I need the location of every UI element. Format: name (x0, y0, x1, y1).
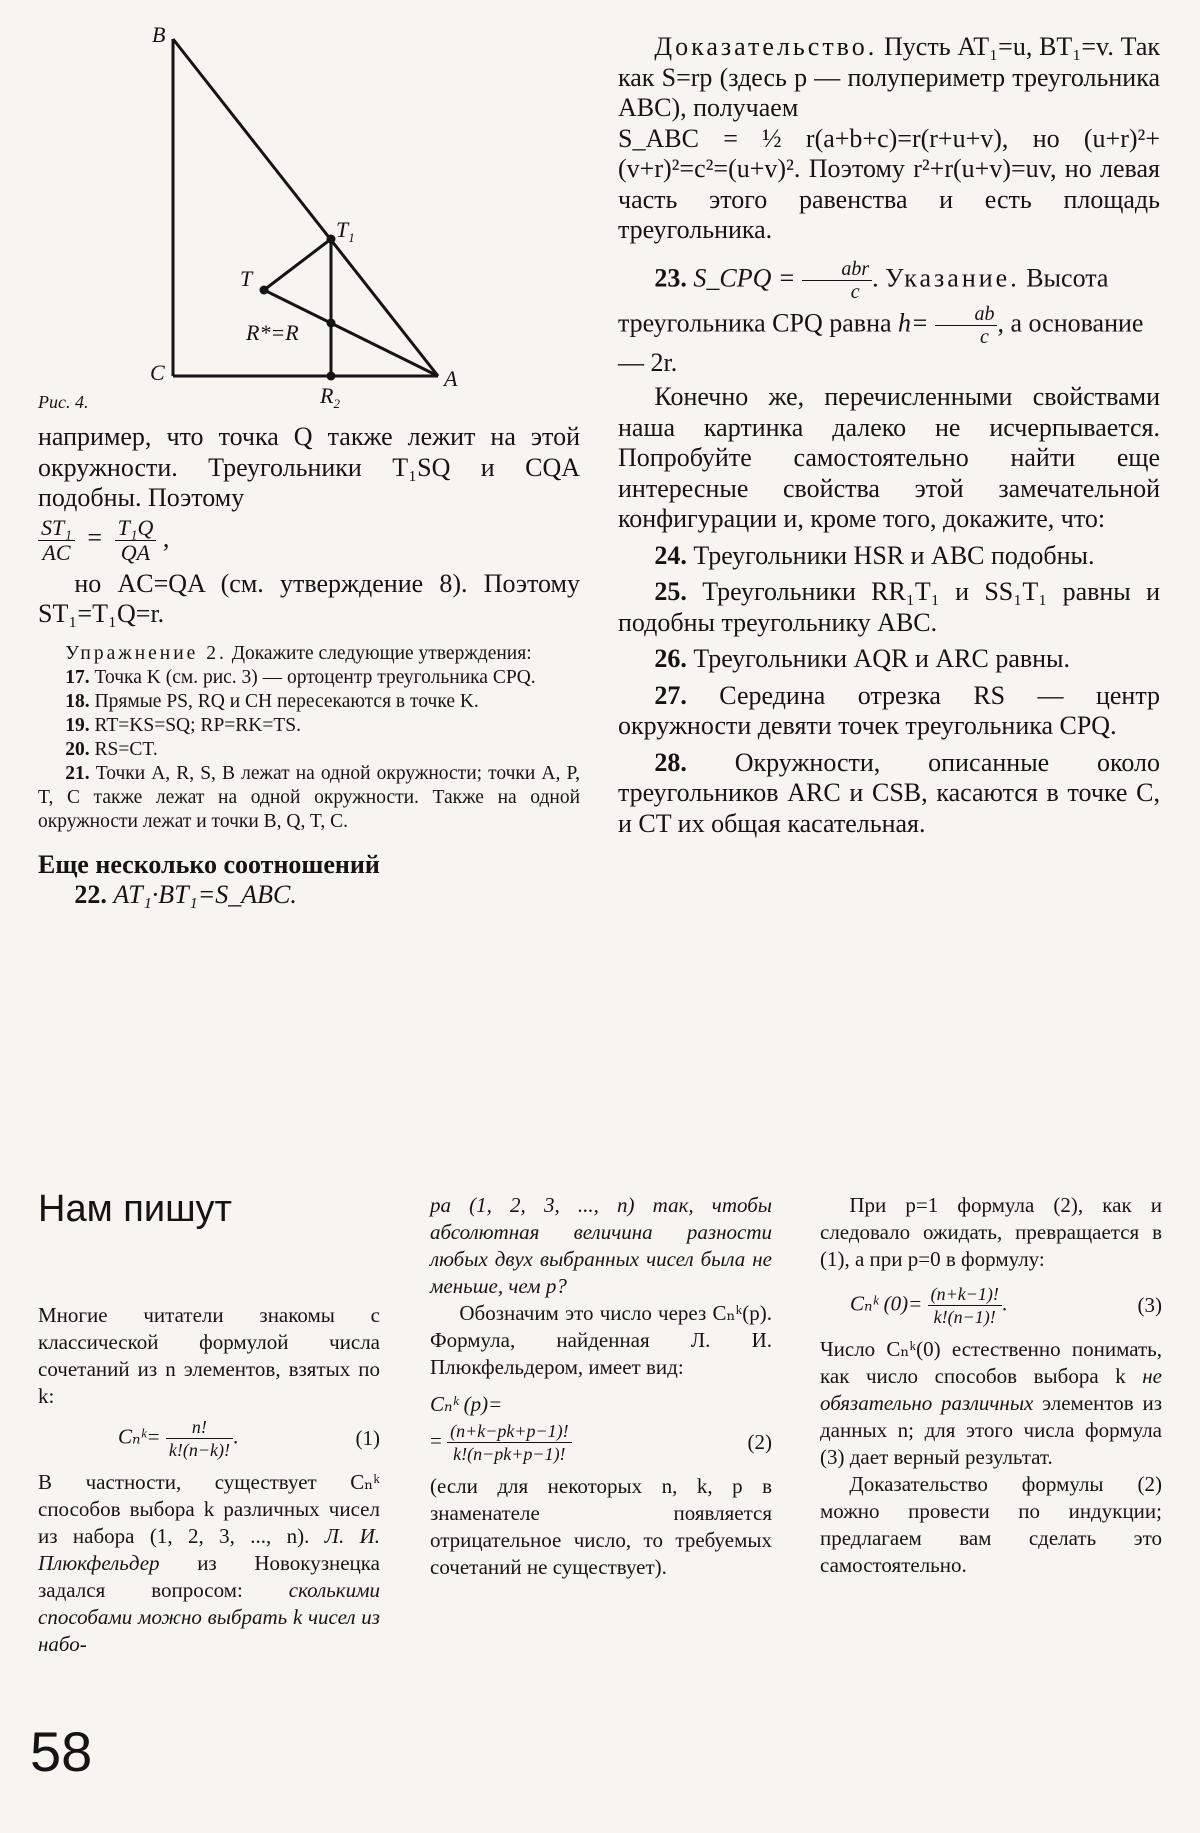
label-C: C (150, 360, 165, 385)
exercise-2 (38, 642, 580, 834)
col1-intro: Многие читатели знакомы с классической формулой числа сочетаний из n элементов, взятых по k: (38, 1303, 380, 1408)
col2-condition: (если для некоторых n, k, p в знаменателе появляется отрицательное число, то требуемых сочетаний не существует). (430, 1474, 772, 1579)
right-top-column (618, 32, 1160, 839)
proof-continuation: S_ABC = ½ r(a+b+c)=r(r+u+v), но (u+r)²+(v+r)²=c²=(u+v)². Поэтому r²+r(u+v)=uv, но левая часть этого равенства и есть площадь треугольника. (618, 123, 1160, 244)
exercise-intro: Упражнение 2. Докажите следующие утверждения: (65, 642, 532, 664)
figure-caption: Рис. 4. (38, 392, 89, 412)
left-top-column (38, 422, 580, 911)
figure-4 (140, 18, 480, 408)
statement-24: 24. Треугольники HSR и ABC подобны. (654, 540, 1095, 570)
letters-column-1 (38, 1302, 380, 1658)
exercise-item-19: 19. RT=KS=SQ; RP=RK=TS. (65, 714, 302, 736)
equation-tag-3: (3) (1137, 1293, 1162, 1317)
equation-tag-2: (2) (747, 1430, 772, 1454)
col2-question: ра (1, 2, 3, ..., n) так, чтобы абсолютная величина разности любых двух выбранных чисел была не меньше, чем p? (430, 1193, 772, 1298)
formula-1: Cₙᵏ= $\frac{n!}{k!(n-k)!}$ . (1) (118, 1417, 380, 1460)
section-heading: Еще несколько соотношений (38, 849, 380, 879)
letters-column-3 (820, 1192, 1162, 1579)
formula-2: = $\frac{(n+k-pk+p-1)!}{k!(n-pk+p-1)!}$ (2) (430, 1421, 772, 1464)
letters-column-2 (430, 1192, 772, 1581)
comma: , (162, 522, 170, 552)
label-A: A (444, 366, 458, 391)
statement-23: 23. S_CPQ = $\frac{\text{abr}}{c}$ . Указание. Высота треугольника CPQ равна h= $\frac{ab}{c}$ , а основание — 2r. (618, 257, 1144, 377)
exercise-item-18: 18. Прямые PS, RQ и CH пересекаются в точке K. (65, 690, 479, 712)
author-name: Л. И. Плюкфельдер (38, 1524, 381, 1575)
triangle-diagram (140, 18, 480, 408)
hint-label: Указание. (885, 262, 1020, 292)
statement-28: 28. Окружности, описанные около треугольников ARC и CSB, касаются в точке C, и CT их общая касательная. (618, 747, 1160, 838)
col3-interpretation: Число Cₙᵏ(0) естественно понимать, как число способов выбора k не обязательно различных элементов из данных n; для этого числа формула (3) дает верный результат. (820, 1337, 1163, 1469)
exercise-title: Упражнение 2. (65, 642, 227, 664)
col1-text: В частности, существует Cₙᵏ способов выбора k различных чисел из набора (1, 2, 3, ..., n). Л. И. Плюкфельдер из Новокузнецка задался вопросом: сколькими способами можно выбрать k чисел из набо- (38, 1470, 381, 1656)
col3-proof-note: Доказательство формулы (2) можно провести по индукции; предлагаем вам сделать это самостоятельно. (820, 1472, 1162, 1577)
emphasis-not-distinct: не обязательно различных (820, 1364, 1163, 1415)
segment-BA (173, 39, 438, 376)
label-R2: $R_2$ (320, 383, 340, 408)
point-R2 (327, 372, 336, 381)
exercise-item-21: 21. Точки A, R, S, B лежат на одной окружности; точки A, P, T, C также лежат на одной окружности. Также на одной окружности лежат и точки B, Q, T, C. (38, 762, 581, 832)
statements-list (618, 541, 1160, 840)
col3-special-cases: При p=1 формула (2), как и следовало ожидать, превращается в (1), а при p=0 в формулу: (820, 1193, 1162, 1271)
paragraph-conclusion: но AC=QA (см. утверждение 8). Поэтому ST₁=T₁Q=r. (38, 568, 580, 628)
statement-26: 26. Треугольники AQR и ARC равны. (654, 644, 1071, 673)
letters-title: Нам пишут (38, 1188, 232, 1230)
equals-sign: = (87, 522, 103, 552)
proof-paragraph: Доказательство. Пусть AT₁=u, BT₁=v. Так как S=rp (здесь p — полупериметр треугольника ABC), получаем (618, 32, 1160, 122)
proof-label: Доказательство. (654, 32, 878, 61)
page-number: 58 (30, 1720, 93, 1783)
exercise-item-17: 17. Точка K (см. рис. 3) — ортоцентр треугольника CPQ. (65, 666, 536, 688)
col2-notation: Обозначим это число через Cₙᵏ(p). Формула, найденная Л. И. Плюкфельдером, имеет вид: (430, 1301, 772, 1379)
exercise-item-20: 20. RS=CT. (65, 738, 158, 760)
formula-3: Cₙᵏ (0)= $\frac{(n+k-1)!}{k!(n-1)!}$ . (3) (850, 1284, 1162, 1327)
paragraph-similar-triangles: например, что точка Q также лежит на этой окружности. Треугольники T₁SQ и CQA подобны. Поэтому (38, 422, 580, 512)
label-T1: $T_1$ (336, 217, 355, 245)
segment-T-T1 (264, 239, 331, 290)
fraction-formula-1: $\frac{n!}{k!(n-k)!}$ (166, 1416, 233, 1461)
fraction-T1Q-QA: $\frac{\text{T₁Q}}{QA}$ (115, 516, 157, 565)
equation-tag-1: (1) (355, 1426, 380, 1450)
statement-22: 22. AT₁·BT₁=S_ABC. (74, 880, 297, 909)
formula-2-lhs: Cₙᵏ (p)= (430, 1392, 503, 1416)
label-T: T (240, 266, 253, 291)
statement-27: 27. Середина отрезка RS — центр окружности девяти точек треугольника CPQ. (618, 680, 1160, 740)
fraction-formula-3: $\frac{(n+k-1)!}{k!(n-1)!}$ (928, 1283, 1002, 1328)
fraction-formula-2: $\frac{(n+k-pk+p-1)!}{k!(n-pk+p-1)!}$ (447, 1420, 572, 1465)
point-T1 (327, 235, 336, 244)
point-R (327, 319, 336, 328)
label-B: B (152, 22, 166, 47)
statement-25: 25. Треугольники RR₁T₁ и SS₁T₁ равны и подобны треугольнику ABC. (618, 577, 1160, 637)
fraction-abr-c: $\frac{\text{abr}}{c}$ (802, 258, 872, 303)
point-T (260, 286, 269, 295)
ratio-equation (38, 516, 580, 565)
exercise-items (38, 666, 580, 834)
fraction-ab-c: $\frac{ab}{c}$ (935, 303, 997, 348)
fraction-ST1-AC: $\frac{\text{ST₁}}{AC}$ (38, 516, 75, 565)
paragraph-more-properties: Конечно же, перечисленными свойствами наша картинка далеко не исчерпывается. Попробуйте самостоятельно найти еще интересные свойства этой замечательной конфигурации и, кроме того, докажите, что: (618, 382, 1160, 533)
label-R-star-R: R*=R (246, 320, 299, 345)
